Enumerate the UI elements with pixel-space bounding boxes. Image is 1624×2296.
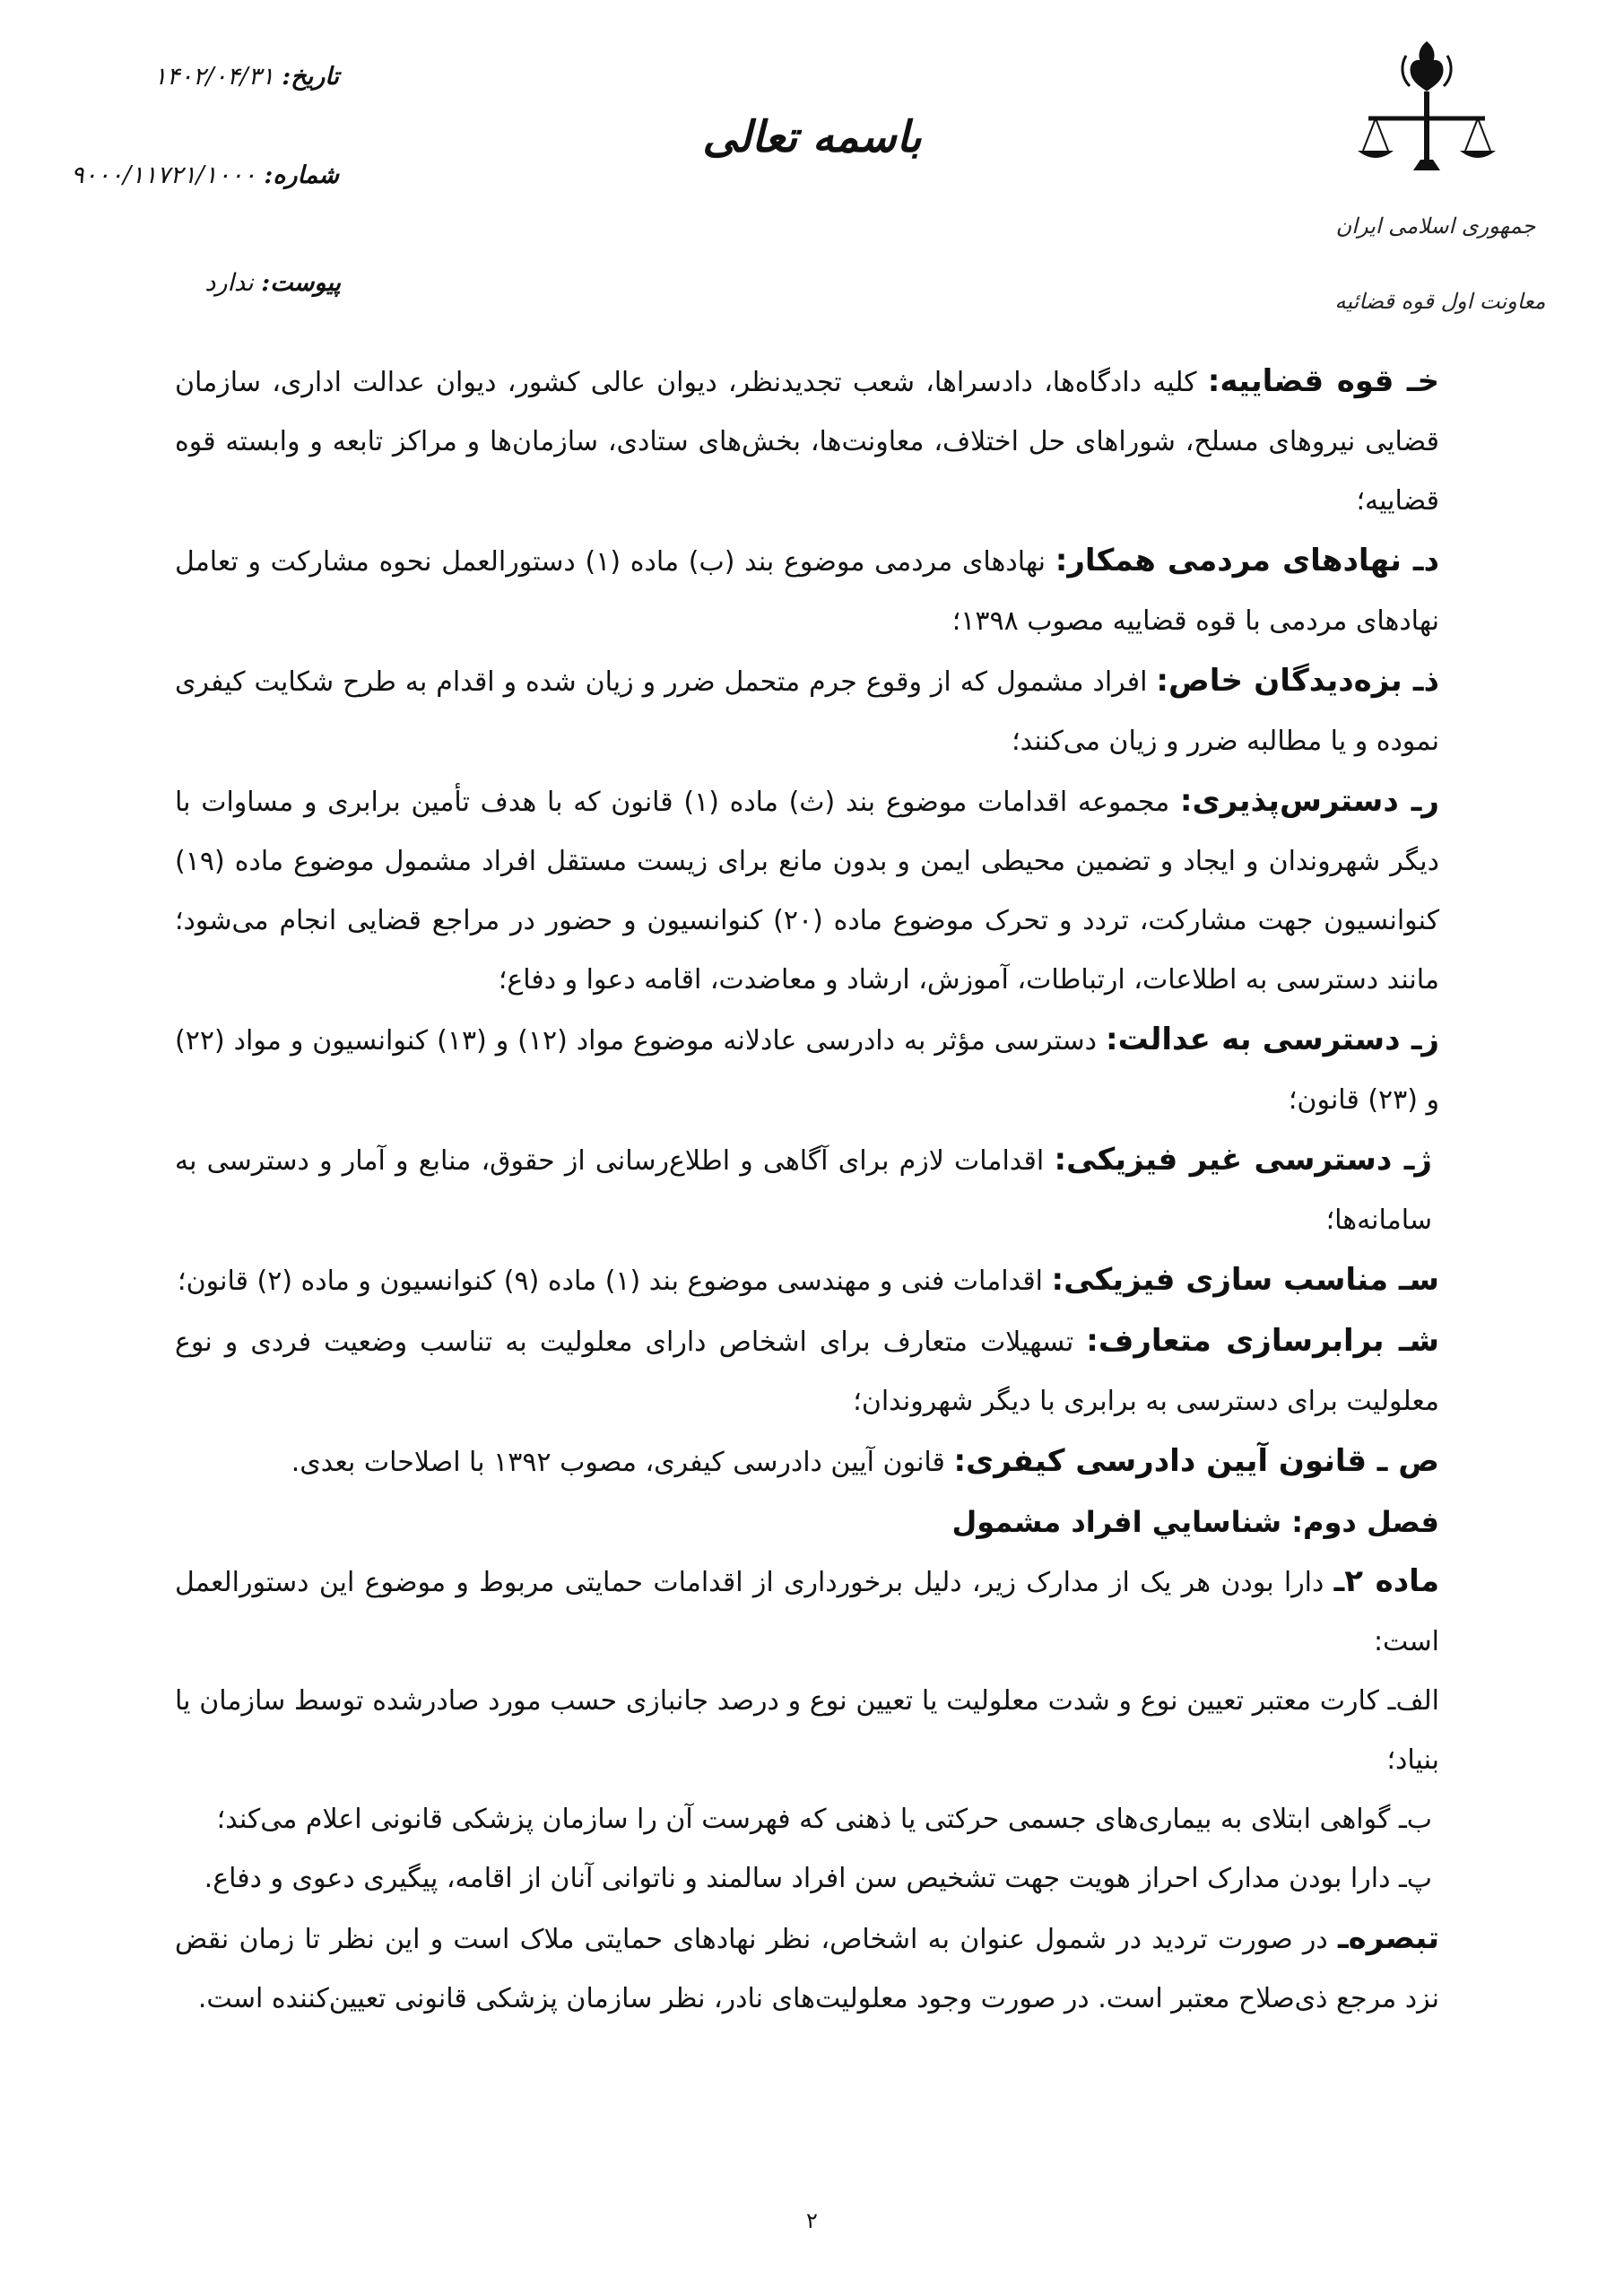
letter-attachment	[204, 269, 341, 297]
attachment-label: پیوست:	[261, 269, 341, 297]
note-term: تبصره‌ـ	[1338, 1920, 1439, 1956]
document-body	[175, 352, 1439, 2029]
chapter-heading: فصل دوم: شناسايي افراد مشمول	[951, 1505, 1439, 1539]
definition-text: دسترسی مؤثر به دادرسی عادلانه موضوع مواد (۱۲) و (۱۳) کنوانسیون و مواد (۲۲) و (۲۳) قانون؛	[175, 1025, 1439, 1116]
date-label: تاریخ:	[282, 63, 339, 91]
office-name: معاونت اول قوه قضائیه	[1334, 289, 1546, 314]
definition-text: قانون آیین دادرسی کیفری، مصوب ۱۳۹۲ با اصلاحات بعدی.	[291, 1447, 954, 1478]
number-value: ۹۰۰۰/۱۱۷۲۱/۱۰۰۰	[71, 161, 256, 189]
definition-term: دـ نهادهای مردمی همکار:	[1055, 543, 1439, 578]
number-label: شماره:	[264, 161, 339, 189]
note-paragraph	[175, 1909, 1439, 2029]
definition-physical-adaptation	[175, 1250, 1439, 1311]
article-item-pe: پ‌ـ دارا بودن مدارک احراز هویت جهت تشخیص سن افراد سالمند و ناتوانی آنان از اقامه، پیگیری دعوی و دفاع.	[204, 1863, 1432, 1894]
definition-criminal-procedure-law	[175, 1431, 1439, 1492]
definition-term: ذـ بزه‌دیدگان خاص:	[1156, 663, 1439, 699]
definition-accessibility	[175, 771, 1439, 1010]
article-2	[175, 1552, 1439, 1672]
definition-term: رـ دسترس‌پذیری:	[1179, 783, 1439, 819]
definition-text: کلیه دادگاه‌ها، دادسراها، شعب تجدیدنظر، دیوان عالی کشور، دیوان عدالت اداری، سازمان قضایی نیروهای مسلح، شوراهای حل اختلاف، معاونت‌ها، بخش‌های ستادی، سازمان‌ها و مراکز تابعه و وابسته قوه قضاییه؛	[175, 367, 1439, 517]
definition-term: سـ مناسب سازی فیزیکی:	[1051, 1262, 1439, 1298]
article-item-be: ب‌ـ گواهی ابتلای به بیماری‌های جسمی حرکتی یا ذهنی که فهرست آن را سازمان پزشکی قانونی اعلام می‌کند؛	[216, 1804, 1432, 1835]
definition-judiciary	[175, 352, 1439, 531]
definition-term: شـ برابرسازی متعارف:	[1086, 1323, 1439, 1359]
page-number: ۲	[806, 2208, 818, 2233]
definition-special-victims	[175, 651, 1439, 771]
definition-reasonable-accommodation	[175, 1311, 1439, 1431]
definition-term: خـ قوه قضاییه:	[1207, 363, 1440, 399]
definition-access-to-justice	[175, 1010, 1439, 1130]
definition-text: اقدامات فنی و مهندسی موضوع بند (۱) ماده (۹) کنوانسیون و ماده (۲) قانون؛	[178, 1265, 1052, 1297]
country-name: جمهوری اسلامی ایران	[1335, 213, 1536, 239]
attachment-value: ندارد	[204, 269, 254, 297]
definition-term: زـ دسترسی به عدالت:	[1106, 1022, 1440, 1057]
article-text: دارا بودن هر یک از مدارک زیر، دلیل برخورداری از اقدامات حمایتی مربوط و موضوع این دستورالعمل است:	[175, 1567, 1439, 1657]
definition-non-physical-access	[175, 1130, 1439, 1250]
date-value: ۱۴۰۲/۰۴/۳۱	[153, 63, 274, 91]
definition-text: مجموعه اقدامات موضوع بند (ث) ماده (۱) قانون که با هدف تأمین برابری و مساوات با دیگر شهروندان و ایجاد و تضمین محیطی ایمن و بدون مانع برای زیست مستقل افراد مشمول موضوع ماده (۱۹) کنوانسیون جهت مشارکت، تردد و تحرک موضوع ماده (۲۰) کنوانسیون و حضور در مراجع قضایی انجام می‌شود؛ مانند دسترسی به اطلاعات، ارتباطات، آموزش، ارشاد و معاضدت، اقامه دعوا و دفاع؛	[175, 787, 1439, 996]
definition-text: تسهیلات متعارف برای اشخاص دارای معلولیت به تناسب وضعیت فردی و نوع معلولیت برای دسترسی به برابری با دیگر شهروندان؛	[175, 1326, 1439, 1417]
definition-text: افراد مشمول که از وقوع جرم متحمل ضرر و زیان شده و اقدام به طرح شکایت کیفری نموده و یا مطالبه ضرر و زیان می‌کنند؛	[175, 666, 1439, 757]
article-item-alef: الف‌ـ کارت معتبر تعیین نوع و شدت معلولیت یا تعیین نوع و درصد جانبازی حسب مورد صادرشده توسط سازمان یا بنیاد؛	[175, 1685, 1439, 1776]
definition-term: ژـ دسترسی غیر فیزیکی:	[1054, 1142, 1432, 1178]
definition-text: اقدامات لازم برای آگاهی و اطلاع‌رسانی از حقوق، منابع و آمار و دسترسی به سامانه‌ها؛	[175, 1145, 1432, 1236]
definition-partner-institutions	[175, 531, 1439, 651]
definition-term: ص ـ قانون آیین دادرسی کیفری:	[953, 1443, 1439, 1479]
definition-text: نهادهای مردمی موضوع بند (ب) ماده (۱) دستورالعمل نحوه مشارکت و تعامل نهادهای مردمی با قوه قضاییه مصوب ۱۳۹۸؛	[175, 546, 1439, 637]
letter-date	[153, 63, 339, 91]
basmala-heading: باسمه تعالی	[702, 112, 922, 162]
letter-number	[71, 161, 339, 189]
note-text: در صورت تردید در شمول عنوان به اشخاص، نظر نهادهای حمایتی ملاک است و این نظر تا زمان نقض نزد مرجع ذی‌صلاح معتبر است. در صورت وجود معلولیت‌های نادر، نظر سازمان پزشکی قانونی تعیین‌کننده است.	[175, 1924, 1439, 2014]
article-term: ماده ۲ـ	[1333, 1563, 1439, 1599]
